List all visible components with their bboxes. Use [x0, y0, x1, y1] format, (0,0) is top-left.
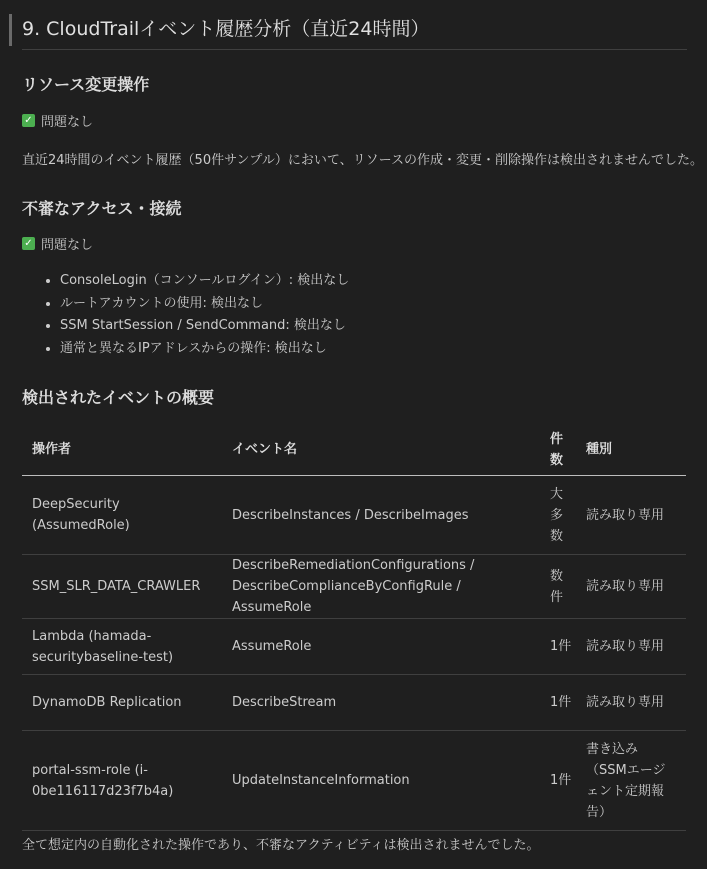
list-item: • ConsoleLogin（コンソールログイン）: 検出なし: [60, 270, 349, 293]
operator-cell: Lambda (hamada-securitybaseline-test): [22, 619, 222, 675]
table-row: [22, 555, 686, 619]
table-row: [22, 675, 686, 731]
resource-change-heading: リソース変更操作: [22, 75, 150, 94]
count-cell: 大多数: [540, 476, 576, 555]
count-cell: 数件: [540, 555, 576, 619]
table-row: [22, 731, 686, 831]
events-summary: 全て想定内の自動化された操作であり、不審なアクティビティは検出されませんでした。: [22, 838, 540, 853]
access-heading: 不審なアクセス・接続: [22, 199, 182, 218]
access-check-list: [40, 270, 349, 360]
check-icon: ✓: [22, 114, 35, 127]
col-event-name: イベント名: [222, 424, 540, 476]
col-type: 種別: [576, 424, 686, 476]
count-cell: 1件: [540, 619, 576, 675]
type-cell: 読み取り専用: [576, 555, 686, 619]
table-row: [22, 619, 686, 675]
heading-accent-bar: [9, 14, 12, 46]
count-cell: 1件: [540, 731, 576, 831]
type-cell: 読み取り専用: [576, 619, 686, 675]
type-cell: 読み取り専用: [576, 675, 686, 731]
col-operator: 操作者: [22, 424, 222, 476]
event-cell: DescribeRemediationConfigurations / DescribeComplianceByConfigRule / AssumeRole: [222, 555, 540, 619]
operator-cell: DeepSecurity (AssumedRole): [22, 476, 222, 555]
events-table: [22, 424, 686, 831]
event-cell: AssumeRole: [222, 619, 540, 675]
page-title: 9. CloudTrailイベント履歴分析（直近24時間）: [22, 12, 687, 50]
check-icon: ✓: [22, 237, 35, 250]
status-text: 問題なし: [41, 115, 94, 130]
table-row: [22, 476, 686, 555]
status-text: 問題なし: [41, 238, 94, 253]
count-cell: 1件: [540, 675, 576, 731]
resource-status: [22, 111, 93, 130]
list-item: • ルートアカウントの使用: 検出なし: [60, 293, 349, 316]
resource-description: 直近24時間のイベント履歴（50件サンプル）において、リソースの作成・変更・削除操作は検出されませんでした。: [22, 153, 704, 168]
type-cell: 書き込み（SSMエージェント定期報告）: [576, 731, 686, 831]
access-status: [22, 234, 93, 253]
events-heading: 検出されたイベントの概要: [22, 388, 215, 407]
col-count: 件数: [540, 424, 576, 476]
operator-cell: DynamoDB Replication: [22, 675, 222, 731]
event-cell: UpdateInstanceInformation: [222, 731, 540, 831]
operator-cell: SSM_SLR_DATA_CRAWLER: [22, 555, 222, 619]
event-cell: DescribeInstances / DescribeImages: [222, 476, 540, 555]
list-item: • 通常と異なるIPアドレスからの操作: 検出なし: [60, 338, 349, 361]
operator-cell: portal-ssm-role (i-0be116117d23f7b4a): [22, 731, 222, 831]
event-cell: DescribeStream: [222, 675, 540, 731]
type-cell: 読み取り専用: [576, 476, 686, 555]
list-item: • SSM StartSession / SendCommand: 検出なし: [60, 315, 349, 338]
